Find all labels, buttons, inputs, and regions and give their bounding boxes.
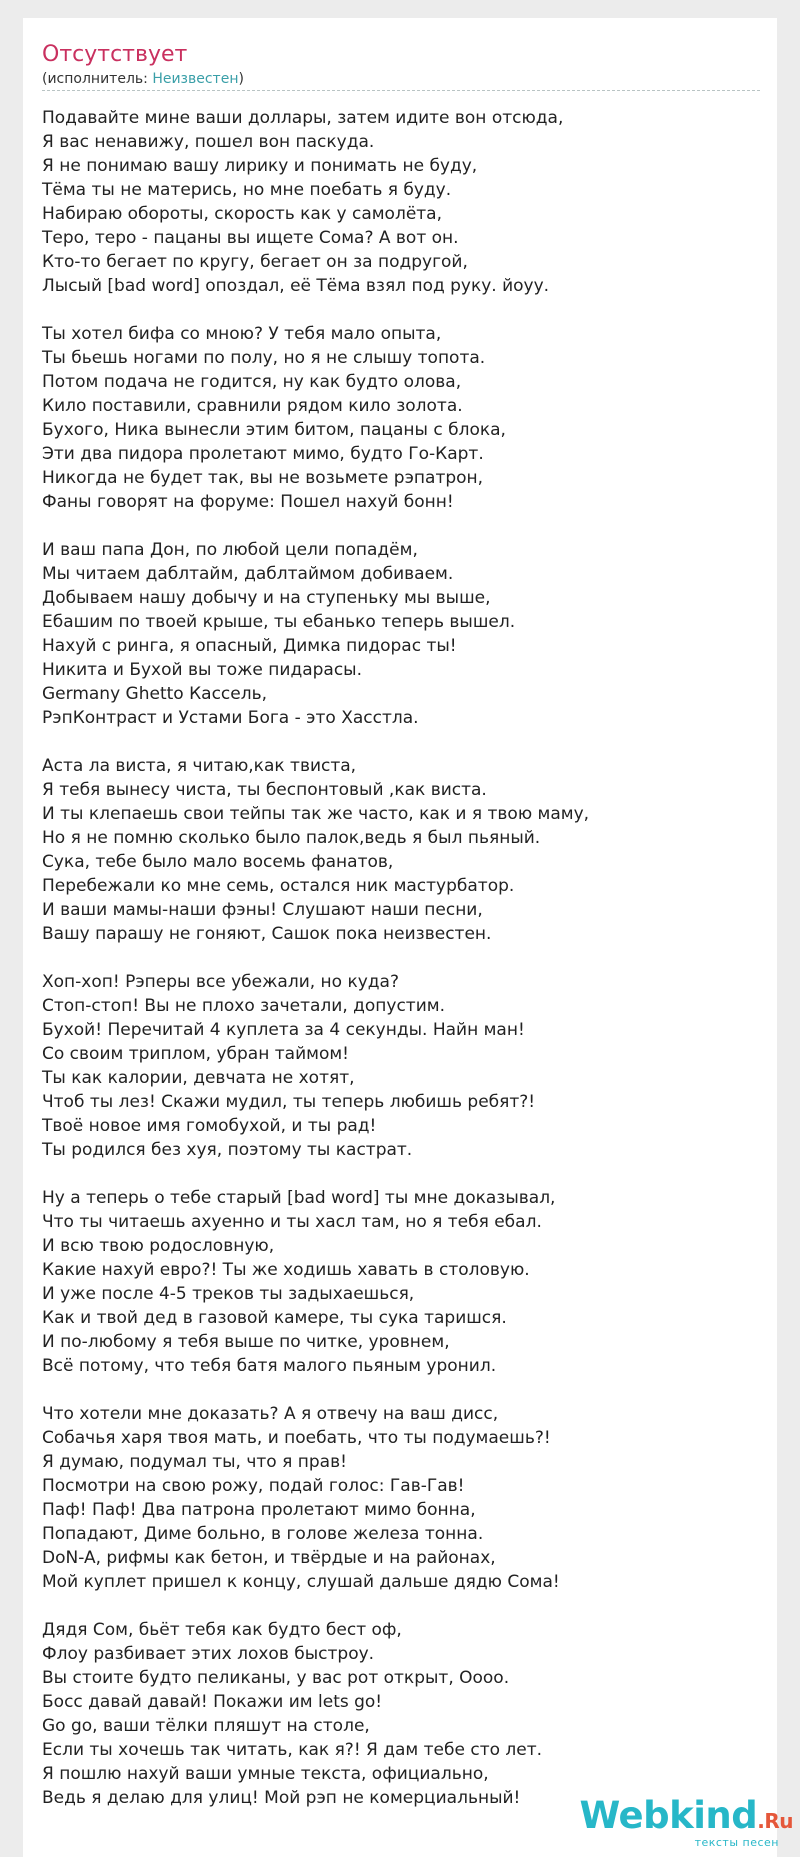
lyric-line: Я не понимаю вашу лирику и понимать не буду,	[42, 156, 478, 176]
lyric-line: Теро, теро - пацаны вы ищете Сома? А вот он.	[42, 228, 459, 248]
lyrics-stanza	[42, 754, 762, 946]
watermark-tagline: тексты песен	[694, 1836, 779, 1849]
lyric-line: Кило поставили, сравнили рядом кило золота.	[42, 396, 463, 416]
lyric-line: Перебежали ко мне семь, остался ник мастурбатор.	[42, 876, 515, 896]
lyric-line: Стоп-стоп! Вы не плохо зачетали, допустим.	[42, 996, 445, 1016]
lyric-line: Всё потому, что тебя батя малого пьяным уронил.	[42, 1356, 497, 1376]
lyric-line: Вы стоите будто пеликаны, у вас рот открыт, Оооо.	[42, 1668, 510, 1688]
lyric-line: Босс давай давай! Покажи им lets go!	[42, 1692, 383, 1712]
lyric-line: Никита и Бухой вы тоже пидарасы.	[42, 660, 363, 680]
page	[23, 18, 793, 1857]
lyric-line: Эти два пидора пролетают мимо, будто Го-Карт.	[42, 444, 484, 464]
lyric-line: Что ты читаешь ахуенно и ты хасл там, но я тебя ебал.	[42, 1212, 542, 1232]
lyric-line: Если ты хочешь так читать, как я?! Я дам тебе сто лет.	[42, 1740, 543, 1760]
song-title: Отсутствует	[42, 42, 188, 67]
lyric-line: Подавайте мине ваши доллары, затем идите вон отсюда,	[42, 108, 564, 128]
lyric-line: Вашу парашу не гоняют, Сашок пока неизвестен.	[42, 924, 492, 944]
lyric-line: Потом подача не годится, ну как будто олова,	[42, 372, 462, 392]
lyric-line: Аста ла виста, я читаю,как твиста,	[42, 756, 357, 776]
lyric-line: DoN-A, рифмы как бетон, и твёрдые и на районах,	[42, 1548, 496, 1568]
lyric-line: Ну а теперь о тебе старый [bad word] ты мне доказывал,	[42, 1188, 556, 1208]
lyric-line: Какие нахуй евро?! Ты же ходишь хавать в столовую.	[42, 1260, 530, 1280]
lyric-line: Мой куплет пришел к концу, слушай дальше дядю Сома!	[42, 1572, 560, 1592]
lyric-line: И ты клепаешь свои тейпы так же часто, как и я твою маму,	[42, 804, 590, 824]
lyric-line: Сука, тебе было мало восемь фанатов,	[42, 852, 394, 872]
title-divider	[42, 90, 760, 91]
lyric-line: Добываем нашу добычу и на ступеньку мы выше,	[42, 588, 491, 608]
lyrics-stanza	[42, 322, 762, 514]
artist-line	[42, 70, 244, 88]
lyric-line: Ебашим по твоей крыше, ты ебанько теперь вышел.	[42, 612, 516, 632]
lyric-line: Как и твой дед в газовой камере, ты сука таришся.	[42, 1308, 507, 1328]
lyric-line: Кто-то бегает по кругу, бегает он за подругой,	[42, 252, 468, 272]
lyric-line: Хоп-хоп! Рэперы все убежали, но куда?	[42, 972, 399, 992]
lyric-line: Со своим триплом, убран таймом!	[42, 1044, 349, 1064]
lyric-line: Нахуй с ринга, я опасный, Димка пидорас ты!	[42, 636, 457, 656]
lyrics-stanza	[42, 1402, 762, 1594]
artist-suffix: )	[238, 71, 244, 87]
lyric-line: И ваш папа Дон, по любой цели попадём,	[42, 540, 418, 560]
lyric-line: Твоё новое имя гомобухой, и ты рад!	[42, 1116, 377, 1136]
lyric-line: Go go, ваши тёлки пляшут на столе,	[42, 1716, 370, 1736]
lyric-line: И уже после 4-5 треков ты задыхаешься,	[42, 1284, 415, 1304]
artist-prefix: (исполнитель:	[42, 71, 153, 87]
lyric-line: Ты родился без хуя, поэтому ты кастрат.	[42, 1140, 413, 1160]
lyric-line: Посмотри на свою рожу, подай голос: Гав-Гав!	[42, 1476, 465, 1496]
lyric-line: Я думаю, подумал ты, что я прав!	[42, 1452, 347, 1472]
watermark-tld: .Ru	[757, 1809, 793, 1833]
lyric-line: Собачья харя твоя мать, и поебать, что ты подумаешь?!	[42, 1428, 551, 1448]
lyric-line: Набираю обороты, скорость как у самолёта,	[42, 204, 443, 224]
lyric-line: Бухой! Перечитай 4 куплета за 4 секунды. Найн ман!	[42, 1020, 525, 1040]
lyric-line: Бухого, Ника вынесли этим битом, пацаны с блока,	[42, 420, 506, 440]
lyric-line: Фаны говорят на форуме: Пошел нахуй бонн!	[42, 492, 454, 512]
lyric-line: Ты хотел бифа со мною? У тебя мало опыта,	[42, 324, 442, 344]
lyric-line: Ведь я делаю для улиц! Мой рэп не комерциальный!	[42, 1788, 521, 1808]
lyric-line: Попадают, Диме больно, в голове железа тонна.	[42, 1524, 484, 1544]
lyric-line: Я вас ненавижу, пошел вон паскуда.	[42, 132, 375, 152]
lyrics-stanza	[42, 1186, 762, 1378]
lyric-line: И всю твою родословную,	[42, 1236, 275, 1256]
lyric-line: Дядя Сом, бьёт тебя как будто бест оф,	[42, 1620, 402, 1640]
lyric-line: Но я не помню сколько было палок,ведь я был пьяный.	[42, 828, 541, 848]
lyric-line: РэпКонтраст и Устами Бога - это Хасстла.	[42, 708, 419, 728]
lyrics-stanza	[42, 538, 762, 730]
webkind-watermark	[579, 1794, 793, 1856]
lyric-line: Никогда не будет так, вы не возьмете рэпатрон,	[42, 468, 484, 488]
lyric-line: Тёма ты не матерись, но мне поебать я буду.	[42, 180, 452, 200]
lyrics-stanza	[42, 106, 762, 298]
watermark-brand: Webkind	[579, 1794, 758, 1837]
lyric-line: Флоу разбивает этих лохов быстроу.	[42, 1644, 375, 1664]
lyric-line: Ты как калории, девчата не хотят,	[42, 1068, 355, 1088]
artist-link[interactable]: Неизвестен	[152, 71, 239, 87]
lyric-line: Я пошлю нахуй ваши умные текста, официально,	[42, 1764, 489, 1784]
lyric-line: Ты бьешь ногами по полу, но я не слышу топота.	[42, 348, 486, 368]
lyric-line: Лысый [bad word] опоздал, её Тёма взял под руку. йоуу.	[42, 276, 550, 296]
lyrics-stanza	[42, 970, 762, 1162]
lyrics-body	[42, 106, 762, 1834]
lyric-line: Паф! Паф! Два патрона пролетают мимо бонна,	[42, 1500, 476, 1520]
lyric-line: И по-любому я тебя выше по читке, уровнем,	[42, 1332, 450, 1352]
lyric-line: Germany Ghetto Кассель,	[42, 684, 268, 704]
lyric-line: Чтоб ты лез! Скажи мудил, ты теперь любишь ребят?!	[42, 1092, 536, 1112]
lyric-line: Что хотели мне доказать? А я отвечу на ваш дисс,	[42, 1404, 499, 1424]
lyric-line: Я тебя вынесу чиста, ты беспонтовый ,как виста.	[42, 780, 487, 800]
lyrics-stanza	[42, 1618, 762, 1810]
watermark-logo	[580, 1796, 793, 1841]
lyric-line: Мы читаем даблтайм, даблтаймом добиваем.	[42, 564, 454, 584]
lyric-line: И ваши мамы-наши фэны! Слушают наши песни,	[42, 900, 483, 920]
